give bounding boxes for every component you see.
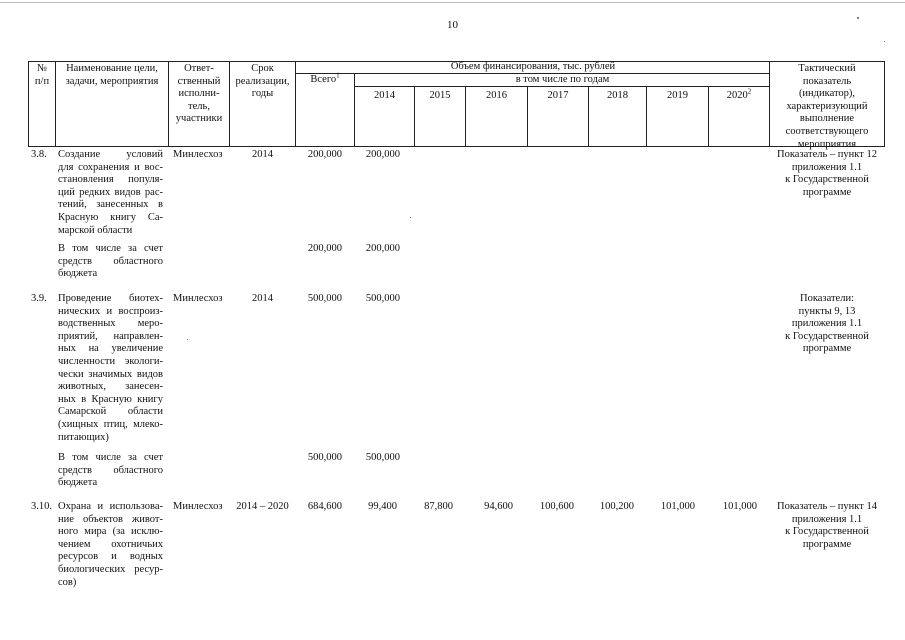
- row-3-9-number: 3.9.: [31, 293, 47, 304]
- row-3-10-2019: 101,000: [660, 501, 695, 512]
- row-3-10-2015: 87,800: [424, 501, 453, 512]
- scan-speck: [884, 41, 885, 42]
- row-3-10-2017: 100,600: [539, 501, 574, 512]
- top-rule: [0, 2, 905, 3]
- header-year-2020: 2020$^2$: [726, 87, 752, 101]
- row-3-10-responsible: Минлесхоз: [173, 501, 223, 512]
- header-responsible: Ответ- ственный исполни- тель, участники: [175, 63, 223, 125]
- row-3-10-total: 684,600: [307, 501, 342, 512]
- row-3-8-subtotal-2014: 200,000: [365, 243, 400, 254]
- header-year-2017: 2017: [547, 90, 569, 101]
- scan-speck: [410, 217, 411, 218]
- row-3-10-name: Охрана и использова- ние объектов живот- ного мира (за исклю- чением охотничьих ресурсов и водных биологических ресур- сов): [58, 501, 163, 588]
- page-number: 10: [447, 19, 458, 31]
- header-by-years: в том числе по годам: [515, 74, 610, 85]
- header-year-2014: 2014: [374, 90, 395, 101]
- row-3-9-term: 2014: [252, 293, 273, 304]
- header-year-2016: 2016: [486, 90, 507, 101]
- header-year-2019: 2019: [667, 90, 688, 101]
- row-3-8-responsible: Минлесхоз: [173, 149, 223, 160]
- row-3-8-total: 200,000: [307, 149, 342, 160]
- header-name: Наименование цели, задачи, мероприятия: [65, 63, 159, 87]
- row-3-8-subtotal-name: В том числе за счет средств областного бюджета: [58, 243, 163, 280]
- row-3-10-indicator: Показатель – пункт 14 приложения 1.1 к Государственной программе: [777, 501, 877, 550]
- row-3-8-subtotal-total: 200,000: [307, 243, 342, 254]
- row-3-9-subtotal-2014: 500,000: [365, 452, 400, 463]
- row-3-8-name: Создание условий для сохранения и вос- становления популя- ций редких видов рас- тений, занесенных в Красную книгу Са- марской области: [58, 149, 163, 236]
- header-funding: Объем финансирования, тыс. рублей: [450, 61, 616, 72]
- scan-speck: [187, 339, 188, 340]
- row-3-9-indicator: Показатели: пункты 9, 13 приложения 1.1 к Государственной программе: [785, 293, 869, 355]
- header-year-2018: 2018: [607, 90, 628, 101]
- row-3-8-number: 3.8.: [31, 149, 47, 160]
- row-3-9-2014: 500,000: [365, 293, 400, 304]
- row-3-10-2014: 99,400: [368, 501, 397, 512]
- row-3-10-term: 2014 – 2020: [236, 501, 289, 512]
- scan-speck: [857, 17, 859, 19]
- row-3-8-term: 2014: [252, 149, 273, 160]
- header-indicator: Тактический показатель (индикатор), характеризующий выполнение соответствующего мероприятия: [785, 63, 869, 150]
- row-3-10-2020: 101,000: [722, 501, 757, 512]
- row-3-10-2016: 94,600: [484, 501, 513, 512]
- row-3-9-subtotal-name: В том числе за счет средств областного бюджета: [58, 452, 163, 489]
- row-3-9-name: Проведение биотех- нических и воспроиз- водственных меро- приятий, направлен- ных на увеличение численности экологи- чески значимых видов животных, занесен- ных в Красную книгу Самарской области (хищных птиц, млеко- питающих): [58, 293, 163, 443]
- header-term: Срок реализации, годы: [235, 63, 290, 100]
- row-3-8-indicator: Показатель – пункт 12 приложения 1.1 к Государственной программе: [777, 149, 877, 198]
- row-3-8-2014: 200,000: [365, 149, 400, 160]
- row-3-10-2018: 100,200: [599, 501, 634, 512]
- row-3-9-subtotal-total: 500,000: [307, 452, 342, 463]
- row-3-10-number: 3.10.: [31, 501, 52, 512]
- header-number: № п/п: [34, 63, 50, 87]
- row-3-9-total: 500,000: [307, 293, 342, 304]
- header-year-2015: 2015: [429, 90, 451, 101]
- header-total: Всего$^1$: [310, 71, 340, 85]
- row-3-9-responsible: Минлесхоз: [173, 293, 223, 304]
